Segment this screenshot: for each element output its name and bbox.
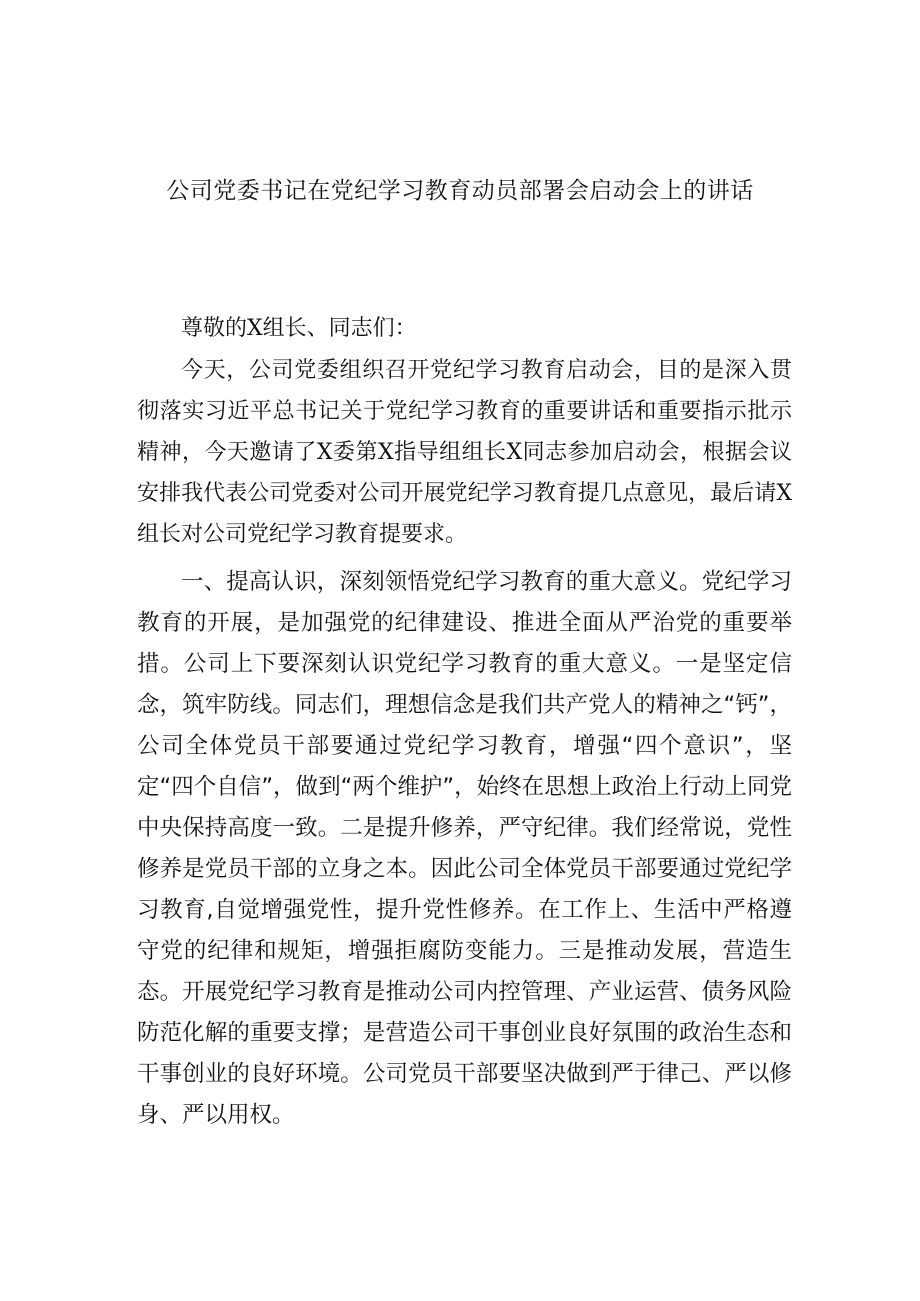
paragraph-opening: 今天，公司党委组织召开党纪学习教育启动会，目的是深入贯彻落实习近平总书记关于党纪学习教育的重要讲话和重要指示批示精神，今天邀请了X委第X指导组组长X同志参加启动会，根据会议安排我代表公司党委对公司开展党纪学习教育提几点意见，最后请X组长对公司党纪学习教育提要求。 bbox=[137, 358, 792, 547]
paragraph-section-one: 一、提高认识，深刻领悟党纪学习教育的重大意义。党纪学习教育的开展，是加强党的纪律建设、推进全面从严治党的重要举措。公司上下要深刻认识党纪学习教育的重大意义。一是坚定信念，筑牢防线。同志们，理想信念是我们共产党人的精神之“钙”，公司全体党员干部要通过党纪学习教育，增强“四个意识”，坚定“四个自信”，做到“两个维护”，始终在思想上政治上行动上同党中央保持高度一致。二是提升修养，严守纪律。我们经常说，党性修养是党员干部的立身之本。因此公司全体党员干部要通过党纪学习教育,自觉增强党性，提升党性修养。在工作上、生活中严格遵守党的纪律和规矩，增强拒腐防变能力。三是推动发展，营造生态。开展党纪学习教育是推动公司内控管理、产业运营、债务风险防范化解的重要支撑；是营造公司干事创业良好氛围的政治生态和干事创业的良好环境。公司党员干部要坚决做到严于律己、严以修身、严以用权。 bbox=[137, 569, 792, 1128]
salutation: 尊敬的X组长、同志们： bbox=[181, 316, 417, 341]
document-title: 公司党委书记在党纪学习教育动员部署会启动会上的讲话 bbox=[166, 178, 754, 204]
